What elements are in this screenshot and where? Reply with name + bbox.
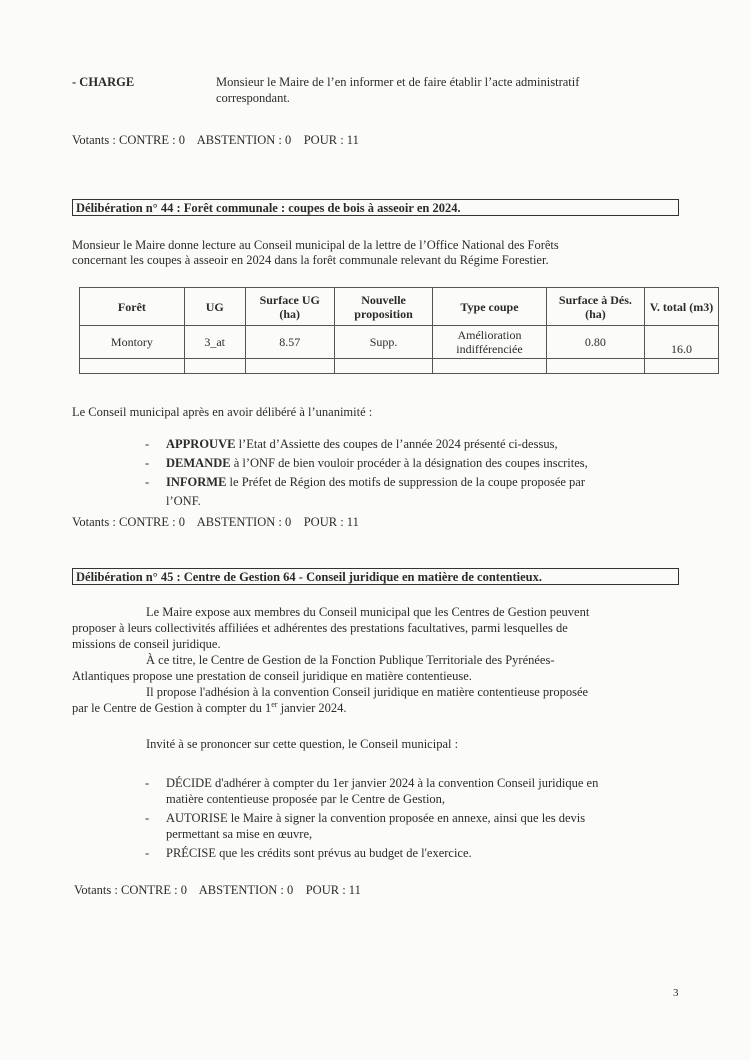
charge-text-line-2: correspondant. xyxy=(216,91,290,105)
delib45-para3-line-2: par le Centre de Gestion à compter du 1er janvier 2024. xyxy=(72,699,347,715)
delib44-votes: Votants : CONTRE : 0 ABSTENTION : 0 POUR : 11 xyxy=(72,515,359,529)
cell-nouvelle-proposition: Supp. xyxy=(334,326,432,359)
delib45-title: Délibération n° 45 : Centre de Gestion 64 - Conseil juridique en matière de contentieux. xyxy=(72,568,679,585)
col-header-foret: Forêt xyxy=(80,288,185,326)
delib45-para3-line-1: Il propose l'adhésion à la convention Conseil juridique en matière contentieuse proposée xyxy=(146,685,589,699)
delib45-votes: Votants : CONTRE : 0 ABSTENTION : 0 POUR : 11 xyxy=(74,883,361,897)
col-header-surface-ug: Surface UG (ha) xyxy=(245,288,334,326)
delib45-para1-line-2: proposer à leurs collectivités affiliées et adhérentes des prestations facultatives, parmi lesquelles de xyxy=(72,621,568,635)
list-dash: - xyxy=(145,456,150,470)
cell-ug: 3_at xyxy=(184,326,245,359)
list-item-decide: DÉCIDE d'adhérer à compter du 1er janvier 2024 à la convention Conseil juridique en xyxy=(166,776,599,790)
list-item-precise: PRÉCISE que les crédits sont prévus au budget de l'exercice. xyxy=(166,846,472,860)
delib45-para2-line-2: Atlantiques propose une prestation de conseil juridique en matière contentieuse. xyxy=(72,669,472,683)
list-dash: - xyxy=(145,475,150,489)
list-item-decide-line-2: matière contentieuse proposée par le Centre de Gestion, xyxy=(166,792,446,806)
list-dash: - xyxy=(145,846,150,860)
col-header-volume-total: V. total (m3) xyxy=(645,288,719,326)
col-header-ug: UG xyxy=(184,288,245,326)
cell-foret: Montory xyxy=(80,326,185,359)
delib45-invite: Invité à se prononcer sur cette question, le Conseil municipal : xyxy=(146,737,459,751)
verb-informe: INFORME xyxy=(166,475,227,489)
text-demande: à l’ONF de bien vouloir procéder à la désignation des coupes inscrites, xyxy=(230,456,588,470)
delib45-para1-line-1: Le Maire expose aux membres du Conseil municipal que les Centres de Gestion peuvent xyxy=(146,605,590,619)
delib44-after: Le Conseil municipal après en avoir délibéré à l’unanimité : xyxy=(72,405,373,419)
page-number: 3 xyxy=(673,987,679,999)
charge-text-line-1: Monsieur le Maire de l’en informer et de faire établir l’acte administratif xyxy=(216,75,580,89)
col-header-surface-des: Surface à Dés. (ha) xyxy=(546,288,644,326)
list-item-demande xyxy=(166,456,588,471)
list-item-approuve xyxy=(166,437,558,452)
list-item-informe xyxy=(166,475,585,490)
table-header-row xyxy=(80,288,719,326)
list-item-autorise: AUTORISE le Maire à signer la convention proposée en annexe, ainsi que les devis xyxy=(166,811,586,825)
cell-type-coupe: Amélioration indifférenciée xyxy=(433,326,547,359)
delib44-intro-line-1: Monsieur le Maire donne lecture au Conseil municipal de la lettre de l’Office National des Forêts xyxy=(72,238,559,252)
list-dash: - xyxy=(145,776,150,790)
list-dash: - xyxy=(145,437,150,451)
delib45-para1-line-3: missions de conseil juridique. xyxy=(72,637,221,651)
delib44-title: Délibération n° 44 : Forêt communale : coupes de bois à asseoir en 2024. xyxy=(72,199,679,216)
table-empty-row xyxy=(80,359,719,374)
delib45-para2-line-1: À ce titre, le Centre de Gestion de la Fonction Publique Territoriale des Pyrénées- xyxy=(146,653,555,667)
list-dash: - xyxy=(145,811,150,825)
list-item-autorise-line-2: permettant sa mise en œuvre, xyxy=(166,827,313,841)
top-votes: Votants : CONTRE : 0 ABSTENTION : 0 POUR : 11 xyxy=(72,133,359,147)
cell-volume-total: 16.0 xyxy=(645,326,719,359)
verb-demande: DEMANDE xyxy=(166,456,231,470)
charge-label: - CHARGE xyxy=(72,75,135,89)
col-header-type-coupe: Type coupe xyxy=(433,288,547,326)
text-informe-line-2: l’ONF. xyxy=(166,494,201,508)
cell-surface-des: 0.80 xyxy=(546,326,644,359)
text-approuve: l’Etat d’Assiette des coupes de l’année 2024 présenté ci-dessus, xyxy=(235,437,558,451)
col-header-nouvelle-proposition: Nouvelle proposition xyxy=(334,288,432,326)
verb-approuve: APPROUVE xyxy=(166,437,236,451)
delib44-intro-line-2: concernant les coupes à asseoir en 2024 dans la forêt communale relevant du Régime Forestier. xyxy=(72,253,549,267)
cell-surface-ug: 8.57 xyxy=(245,326,334,359)
table-row xyxy=(80,326,719,359)
cuts-table xyxy=(79,287,719,374)
text-informe: le Préfet de Région des motifs de suppression de la coupe proposée par xyxy=(226,475,586,489)
